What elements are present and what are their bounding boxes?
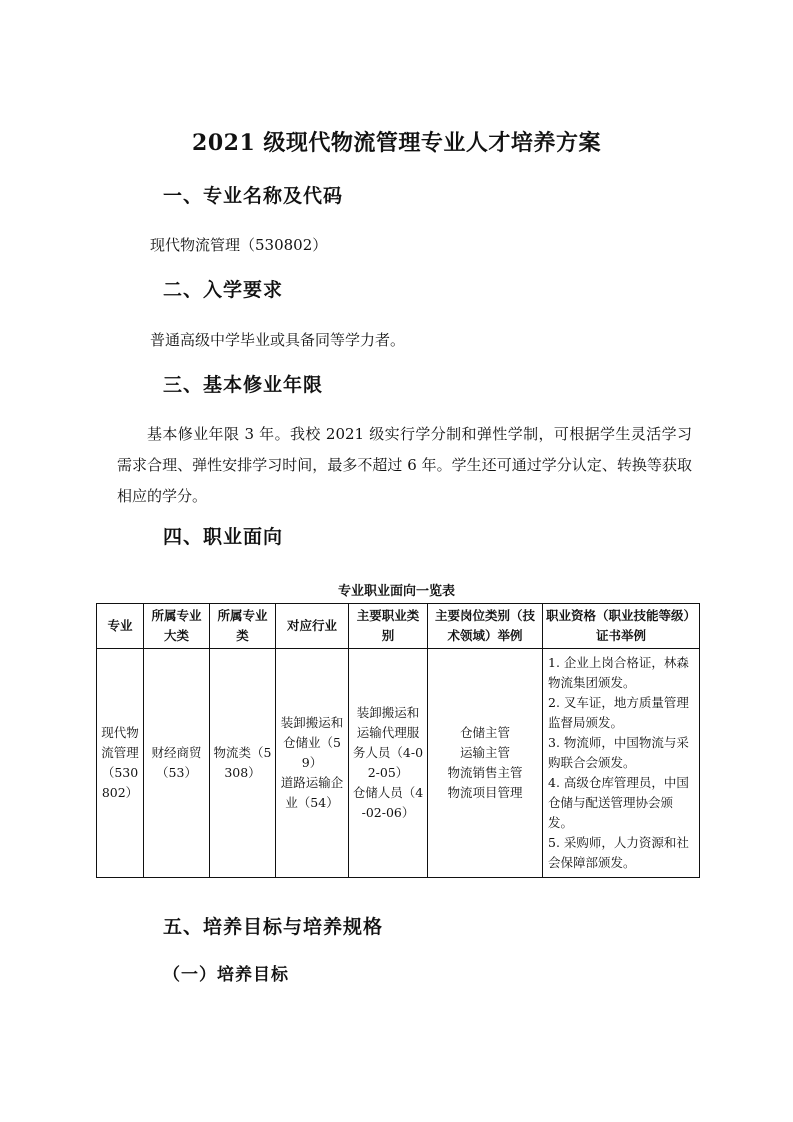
table-header-cell: 所属专业大类 (144, 604, 210, 649)
certificate-item: 1. 企业上岗合格证，林森物流集团颁发。 (548, 655, 689, 690)
position-item: 物流项目管理 (447, 785, 523, 800)
table-header-row (97, 604, 700, 649)
position-item: 运输主管 (459, 745, 510, 760)
position-item: 仓储主管 (459, 725, 510, 740)
section-2-text: 普通高级中学毕业或具备同等学力者。 (150, 331, 406, 349)
table-header-cell: 对应行业 (276, 604, 349, 649)
table-header-cell: 主要职业类别 (349, 604, 428, 649)
table-header-cell: 主要岗位类别（技术领域）举例 (428, 604, 543, 649)
table-header-cell: 所属专业类 (210, 604, 276, 649)
section-1-text: 现代物流管理（530802） (150, 236, 328, 254)
position-item: 物流销售主管 (447, 765, 523, 780)
career-table (96, 603, 700, 878)
section-5-heading: 五、培养目标与培养规格 (163, 916, 384, 938)
section-3-text: 基本修业年限 3 年。我校 2021 级实行学分制和弹性学制，可根据学生灵活学习需求合理、弹性安排学习时间，最多不超过 6 年。学生还可通过学分认定、转换等获取相应的学分。 (117, 425, 692, 505)
certificate-item: 4. 高级仓库管理员，中国仓储与配送管理协会颁发。 (548, 775, 689, 830)
certificate-item: 3. 物流师，中国物流与采购联合会颁发。 (548, 735, 689, 770)
table-caption: 专业职业面向一览表 (337, 584, 455, 599)
subcategory-cell: 物流类（5308） (210, 649, 276, 878)
industry-item: 道路运输企业（54） (280, 775, 344, 810)
certificate-item: 5. 采购师，人力资源和社会保障部颁发。 (548, 835, 689, 870)
table-header-cell: 专业 (97, 604, 144, 649)
section-2-heading: 二、入学要求 (163, 279, 284, 301)
section-3-heading: 三、基本修业年限 (163, 374, 324, 396)
section-1-heading: 一、专业名称及代码 (163, 185, 344, 207)
table-row (97, 649, 700, 878)
major-cell: 现代物流管理（530802） (97, 649, 144, 878)
industry-item: 装卸搬运和仓储业（59） (280, 715, 344, 770)
industry-cell (276, 649, 349, 878)
table-header-cell: 职业资格（职业技能等级）证书举例 (543, 604, 700, 649)
occupation-cell (349, 649, 428, 878)
occupation-item: 仓储人员（4-02-06） (352, 785, 424, 820)
category-cell: 财经商贸（53） (144, 649, 210, 878)
position-cell (428, 649, 543, 878)
section-5-subheading: （一）培养目标 (163, 965, 289, 985)
page-title: 2021 级现代物流管理专业人才培养方案 (192, 130, 601, 156)
occupation-item: 装卸搬运和运输代理服务人员（4-02-05） (352, 705, 424, 780)
section-4-heading: 四、职业面向 (163, 526, 284, 548)
certificate-item: 2. 叉车证，地方质量管理监督局颁发。 (548, 695, 689, 730)
certificate-cell (543, 649, 700, 878)
